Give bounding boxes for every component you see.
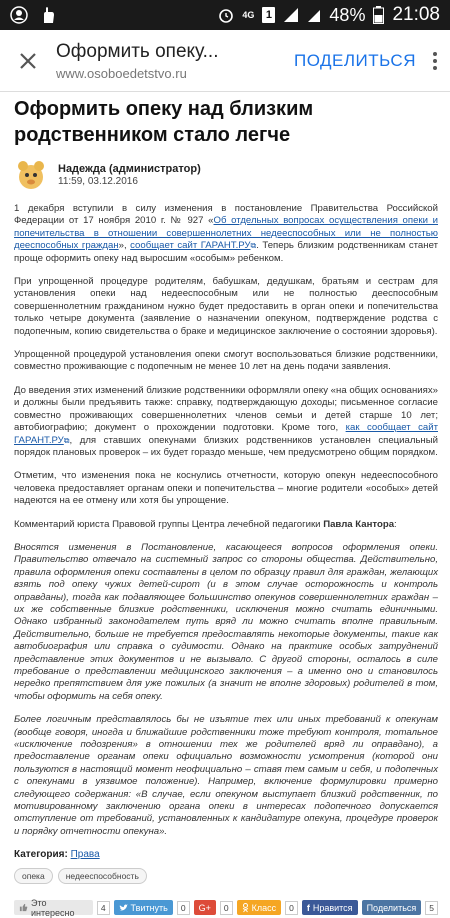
network-type: 4G	[242, 9, 255, 20]
tag-list	[14, 868, 438, 884]
avatar	[14, 158, 48, 192]
facebook-like-button[interactable]	[302, 900, 358, 915]
garant-link-2[interactable]: как сообщает сайт ГАРАНТ.РУ	[14, 422, 438, 446]
page-url: www.osoboedetstvo.ru	[56, 65, 187, 81]
notification-hand-icon	[40, 6, 56, 24]
text: »,	[118, 240, 131, 252]
vk-share-button[interactable]: Поделиться	[362, 900, 422, 915]
page-title: Оформить опеку...	[56, 40, 219, 62]
tag-nedeesposobnost[interactable]: недееспособность	[58, 868, 147, 884]
signal-icon	[283, 7, 299, 23]
category-label: Категория:	[14, 849, 68, 861]
vk-count: 5	[425, 901, 438, 915]
text: Комментарий юриста Правовой группы Центра лечебной педагогики	[14, 518, 324, 530]
external-link-icon: ⧉	[63, 435, 70, 445]
close-button[interactable]	[0, 52, 56, 70]
page-info	[56, 41, 286, 81]
share-button[interactable]: ПОДЕЛИТЬСЯ	[293, 50, 416, 70]
page-content[interactable]	[0, 92, 450, 918]
facebook-icon: f	[306, 902, 310, 913]
tweet-button[interactable]	[114, 900, 173, 915]
signal-2-icon	[307, 7, 321, 23]
alarm-icon	[218, 7, 234, 23]
battery-percent: 48%	[329, 4, 366, 25]
category-link[interactable]: Права	[70, 849, 100, 861]
tag-opeka[interactable]: опека	[14, 868, 53, 884]
text: :	[394, 518, 397, 530]
battery-icon	[373, 6, 384, 24]
paragraph: Отметим, что изменения пока не коснулись отчетности, которую опекун недееспособного человека предоставляет органам опеки и попечительства – многие родители «особых» детей надеются на ее отмену или хотя бы упрощение.	[14, 470, 438, 507]
garant-link[interactable]: сообщает сайт ГАРАНТ.РУ	[130, 240, 251, 252]
tweet-label: Твитнуть	[130, 902, 168, 913]
text: , для ставших опекунами близких родственников установлен специальный порядок плановых проверок – их будет гораздо меньше, чем предусмотрено общим порядком.	[14, 434, 438, 458]
post-date: 11:59, 03.12.2016	[58, 176, 138, 187]
text: 1 декабря вступили в силу изменения в постановление Правительства Российской Федерации от 17 ноября 2010 г. № 927 «	[14, 203, 438, 227]
ok-label: Класс	[251, 902, 277, 913]
more-menu-button[interactable]	[420, 52, 450, 70]
decree-link[interactable]: Об отдельных вопросах осуществления опеки и попечительства в отношении совершеннолетних недееспособных или не полностью дееспособных граждан	[14, 215, 439, 252]
twitter-icon	[119, 904, 128, 912]
author-block	[14, 158, 438, 192]
quote-paragraph: Более логичным представлялось бы не изъятие тех или иных требований к опекунам (вообще говоря, иногда и ближайшие родственники тоже требуют контроля, тотальное «исключение подозрения» в отношении тех же родителей вряд ли оправдано), а предоставление органам опеки официально возможности усмотрения (которой они пользуются в настоящий момент неофициально – ставя тем самым и себя, и подопечных с опекунами в уязвимое положение). Например, включение формулировки примерно следующего содержания: «В случае, если опекуном выступает близкий родственник, по мотивированному заключению органа опеки в интересах подопечного допускается отступление от требований, установленных к кандидатуре опекуна, процедуре проверок и порядку отчетности опекуна».	[14, 714, 438, 837]
like-count: 4	[97, 901, 110, 915]
quote-paragraph: Вносятся изменения в Постановление, касающееся вопросов оформления опеки. Правительство отвечало на системный запрос со стороны общества. Действительно, правила оформления опеки составлены в целом по образцу правил для граждан, желающих взять под опеку чужих детей-сирот (и в этом случае осторожность и контроль оправданы), тогда как подавляющее большинство опекунов совершеннолетних граждан – их же собственные близкие родственники, исключения можно считать единичными. Однако избранный законодателем путь вряд ли можно считать вполне правильным. Действительно, больше не требуется предоставлять некоторые документы, такие как автобиография или справка о судимости. Однако на практике особых затруднений представление этих документов и не вызывало. С другой стороны, осталось в силе требование о представлении медицинского заключения – а именно оно и становилось нередко препятствием для уже пожилых (а значит не вполне здоровых) родителей в том, чтобы оформить на себя опеку.	[14, 541, 438, 702]
sim-badge: 1	[262, 7, 275, 23]
clock: 21:08	[392, 4, 440, 25]
article-title: Оформить опеку над близким родственником стало легче	[14, 98, 314, 146]
paragraph: Упрощенной процедурой установления опеки смогут воспользоваться близкие родственники, совместно проживающие с подопечным не менее 10 лет на день подачи заявления.	[14, 349, 438, 373]
ok-count: 0	[285, 901, 298, 915]
notification-app-icon	[10, 6, 28, 24]
paragraph	[14, 203, 438, 265]
ok-class-button[interactable]	[237, 900, 282, 915]
social-share-bar	[14, 897, 438, 918]
text: До введения этих изменений близкие родственники оформляли опеку «на общих основаниях» и должны были предъявить также: справку, подтверждающую доходы; письменное согласие совместно проживающих совершеннолетних членов семьи и детей старше 10 лет; автобиографию; документ о прохождении подготовки. Кроме того,	[14, 384, 438, 434]
paragraph	[14, 519, 438, 531]
like-button[interactable]	[14, 897, 93, 918]
category-row	[14, 849, 438, 860]
article-body	[14, 203, 438, 838]
author-name: Надежда (администратор)	[58, 163, 201, 175]
like-label: Это интересно	[31, 897, 75, 918]
more-dot-icon	[433, 59, 437, 63]
more-dot-icon	[433, 66, 437, 70]
status-bar	[0, 0, 450, 30]
paragraph	[14, 385, 438, 459]
close-icon	[19, 52, 37, 70]
lawyer-name: Павла Кантора	[323, 518, 395, 530]
gplus-button[interactable]: G+	[194, 900, 216, 915]
text: . Теперь близким родственникам станет проще оформить опеку над выросшим «особым» ребенком.	[14, 240, 438, 264]
more-dot-icon	[433, 52, 437, 56]
fb-label: Нравится	[312, 902, 353, 913]
external-link-icon: ⧉	[250, 241, 257, 251]
gplus-count: 0	[220, 901, 233, 915]
odnoklassniki-icon	[242, 903, 249, 912]
thumb-up-icon	[19, 903, 28, 912]
tweet-count: 0	[177, 901, 190, 915]
browser-app-bar	[0, 30, 450, 92]
paragraph: При упрощенной процедуре родителям, бабушкам, дедушкам, братьям и сестрам для установления опеки над недееспособным или не полностью дееспособным совершеннолетним гражданином нужно будет предоставить в орган опеки и попечительства только четыре документа (заявление о назначении опекуном, подтверждение родства с подопечным, копию свидетельства о браке и медицинское заключение о состоянии здоровья).	[14, 276, 438, 337]
